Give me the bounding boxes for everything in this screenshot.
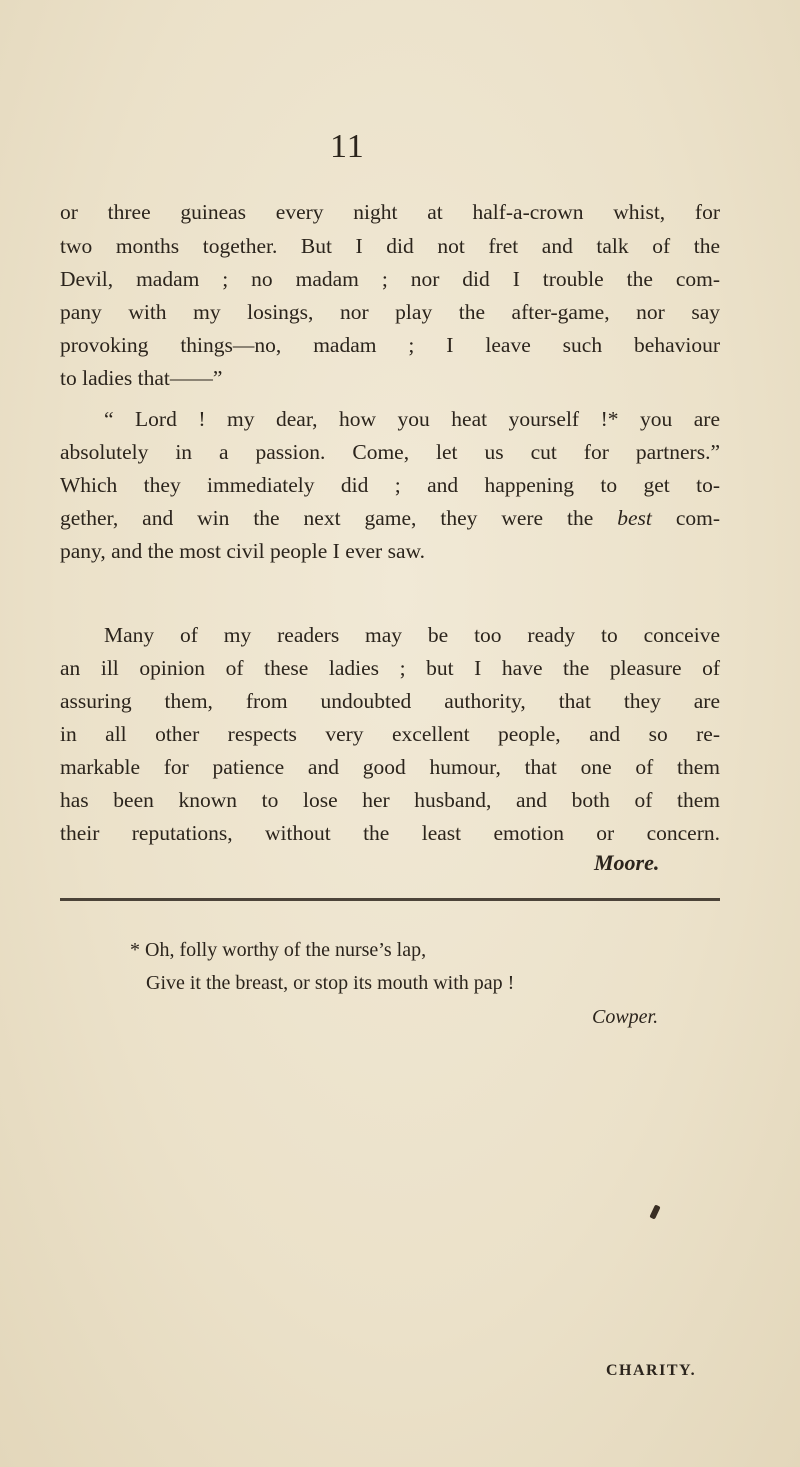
text-line: to ladies that——” — [60, 366, 223, 390]
text-line: in all other respects very excellent people, and so re- — [60, 722, 720, 746]
text-line: Devil, madam ; no madam ; nor did I trouble the com- — [60, 267, 720, 291]
text-line: absolutely in a passion. Come, let us cut for partners.” — [60, 440, 720, 464]
text-line: pany, and the most civil people I ever saw. — [60, 539, 425, 563]
footnote-line: Give it the breast, or stop its mouth with pap ! — [146, 972, 515, 994]
page-number: 11 — [330, 128, 365, 165]
footnote-attribution: Cowper. — [592, 1006, 659, 1028]
text-line: an ill opinion of these ladies ; but I have the pleasure of — [60, 656, 720, 680]
text-line: their reputations, without the least emotion or concern. — [60, 821, 720, 845]
text-line: provoking things—no, madam ; I leave such behaviour — [60, 333, 720, 357]
ink-speck — [649, 1204, 660, 1219]
signature: Moore. — [594, 850, 660, 875]
text-line: “ Lord ! my dear, how you heat yourself !* you are — [104, 407, 720, 431]
text-line: Many of my readers may be too ready to conceive — [104, 623, 720, 647]
text-line: pany with my losings, nor play the after-game, nor say — [60, 300, 720, 324]
emphasis: best — [617, 506, 652, 530]
footnote-line: * Oh, folly worthy of the nurse’s lap, — [130, 939, 427, 961]
text-line: has been known to lose her husband, and both of them — [60, 788, 720, 812]
catchword: CHARITY. — [606, 1362, 697, 1379]
text-line: gether, and win the next game, they were the best com- — [60, 506, 720, 530]
divider-rule — [60, 898, 720, 901]
text-line: Which they immediately did ; and happening to get to- — [60, 473, 720, 497]
text-line: assuring them, from undoubted authority, that they are — [60, 689, 720, 713]
text-line: two months together. But I did not fret and talk of the — [60, 234, 720, 258]
text-line: or three guineas every night at half-a-crown whist, for — [60, 200, 720, 224]
text-line: markable for patience and good humour, that one of them — [60, 755, 720, 779]
